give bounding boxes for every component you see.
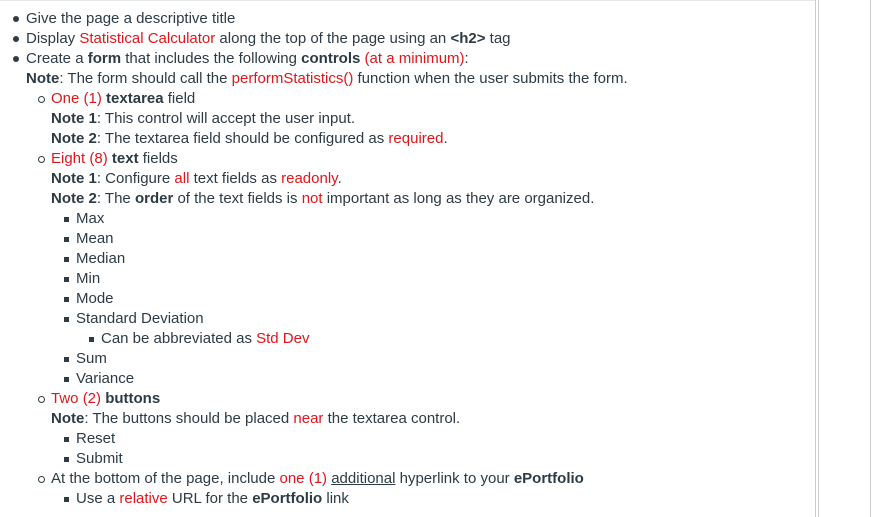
button-item-reset: Reset xyxy=(76,429,115,449)
list-item-h2: Display Statistical Calculator along the top of the page using an <h2> tag xyxy=(26,29,511,49)
field-item-standard-deviation: Standard Deviation xyxy=(76,309,204,329)
bullet-square xyxy=(89,337,94,342)
buttons-note: Note: The buttons should be placed near the textarea control. xyxy=(51,410,461,427)
bullet-disc xyxy=(13,16,19,22)
bullet-square xyxy=(64,277,69,282)
bullet-square xyxy=(64,497,69,502)
textarea-note-1: Note 1: This control will accept the user input. xyxy=(51,110,356,127)
field-item-mean: Mean xyxy=(76,229,114,249)
list-item-hyperlink: At the bottom of the page, include one (1) additional hyperlink to your ePortfolio xyxy=(51,469,584,489)
bullet-circle xyxy=(38,96,45,103)
bullet-square xyxy=(64,437,69,442)
bullet-disc xyxy=(13,56,19,62)
list-item-title: Give the page a descriptive title xyxy=(26,9,235,29)
bullet-square xyxy=(64,217,69,222)
list-item-buttons: Two (2) buttons xyxy=(51,389,160,409)
bullet-square xyxy=(64,457,69,462)
bullet-square xyxy=(64,237,69,242)
field-item-sum: Sum xyxy=(76,349,107,369)
form-note: Note: The form should call the performStatistics() function when the user submits the form. xyxy=(26,70,628,87)
list-item-form: Create a form that includes the following controls (at a minimum): xyxy=(26,49,469,69)
field-item-min: Min xyxy=(76,269,100,289)
list-item-textarea: One (1) textarea field xyxy=(51,89,195,109)
bullet-square xyxy=(64,317,69,322)
right-divider xyxy=(815,0,816,517)
field-item-variance: Variance xyxy=(76,369,134,389)
button-item-submit: Submit xyxy=(76,449,123,469)
bullet-square xyxy=(64,257,69,262)
text-fields-note-2: Note 2: The order of the text fields is not important as long as they are organized. xyxy=(51,190,595,207)
std-dev-abbreviation-note: Can be abbreviated as Std Dev xyxy=(101,329,309,349)
bullet-square xyxy=(64,357,69,362)
bullet-circle xyxy=(38,156,45,163)
field-item-median: Median xyxy=(76,249,125,269)
hyperlink-relative-url-note: Use a relative URL for the ePortfolio link xyxy=(76,489,349,509)
bullet-disc xyxy=(13,36,19,42)
bullet-circle xyxy=(38,396,45,403)
bullet-circle xyxy=(38,476,45,483)
bullet-square xyxy=(64,377,69,382)
field-item-max: Max xyxy=(76,209,104,229)
right-edge-divider xyxy=(870,0,871,517)
right-divider-2 xyxy=(818,0,819,517)
text-fields-note-1: Note 1: Configure all text fields as readonly. xyxy=(51,170,342,187)
textarea-note-2: Note 2: The textarea field should be configured as required. xyxy=(51,130,448,147)
list-item-text-fields: Eight (8) text fields xyxy=(51,149,178,169)
bullet-square xyxy=(64,297,69,302)
field-item-mode: Mode xyxy=(76,289,114,309)
